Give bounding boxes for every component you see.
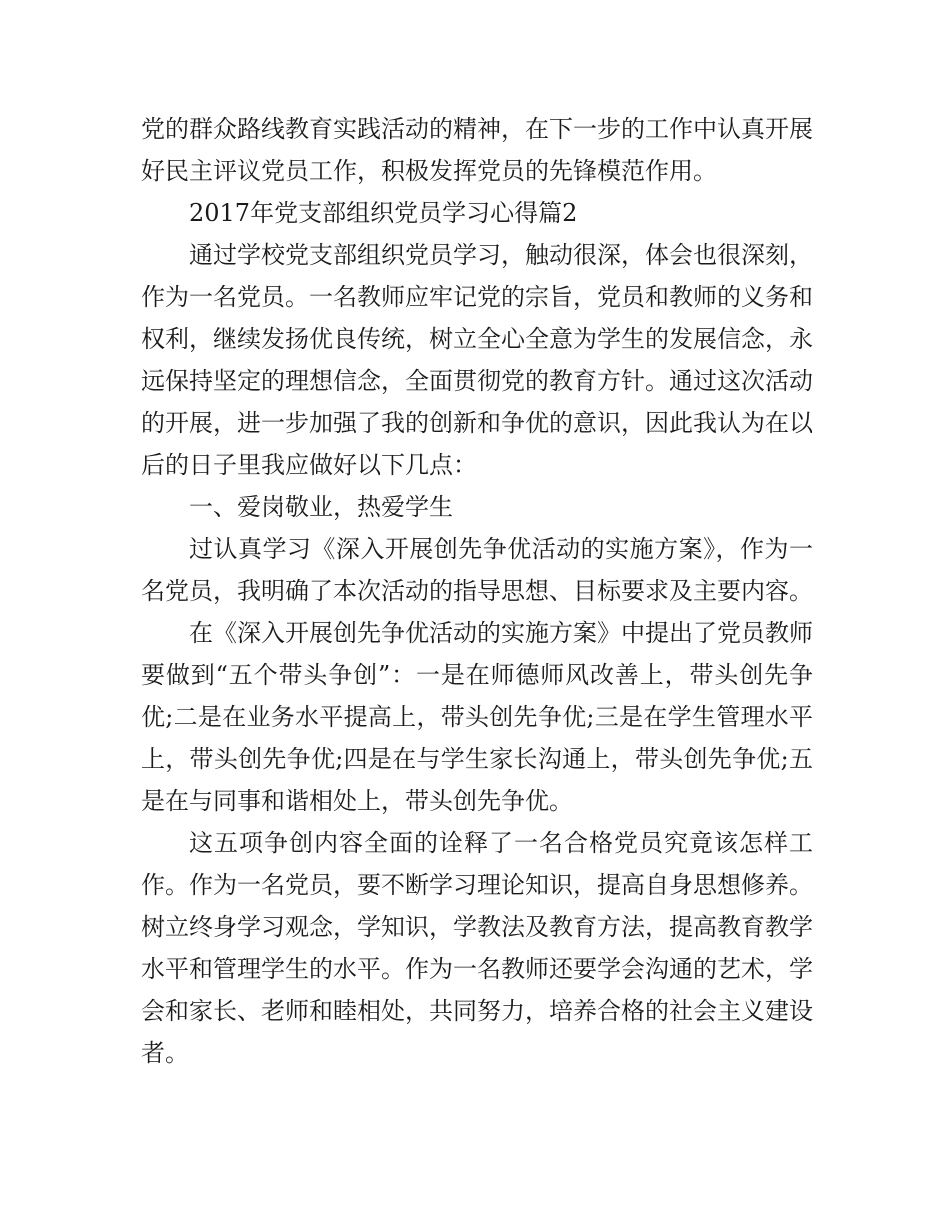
section-title: 2017年党支部组织党员学习心得篇2 xyxy=(189,199,578,227)
paragraph-continuation: 党的群众路线教育实践活动的精神，在下一步的工作中认真开展好民主评议党员工作，积极发挥党员的先锋模范作用。 xyxy=(141,115,813,185)
paragraph-interpretation: 这五项争创内容全面的诠释了一名合格党员究竟该怎样工作。作为一名党员，要不断学习理论知识，提高自身思想修养。树立终身学习观念，学知识，学教法及教育方法，提高教育教学水平和管理学生的水平。作为一名教师还要学会沟通的艺术，学会和家长、老师和睦相处，共同努力，培养合格的社会主义建设者。 xyxy=(141,829,813,1067)
paragraph-five-leads: 在《深入开展创先争优活动的实施方案》中提出了党员教师要做到“五个带头争创”：一是在师德师风改善上，带头创先争优;二是在业务水平提高上，带头创先争优;三是在学生管理水平上，带头创先争优;四是在与学生家长沟通上，带头创先争优;五是在与同事和谐相处上，带头创先争优。 xyxy=(141,619,813,815)
document-body xyxy=(141,108,813,1074)
subheading-point-one: 一、爱岗敬业，热爱学生 xyxy=(189,493,453,521)
paragraph-study-plan: 过认真学习《深入开展创先争优活动的实施方案》，作为一名党员，我明确了本次活动的指导思想、目标要求及主要内容。 xyxy=(141,535,813,605)
paragraph-intro: 通过学校党支部组织党员学习，触动很深，体会也很深刻，作为一名党员。一名教师应牢记党的宗旨，党员和教师的义务和权利，继续发扬优良传统，树立全心全意为学生的发展信念，永远保持坚定的理想信念，全面贯彻党的教育方针。通过这次活动的开展，进一步加强了我的创新和争优的意识，因此我认为在以后的日子里我应做好以下几点： xyxy=(141,241,813,479)
